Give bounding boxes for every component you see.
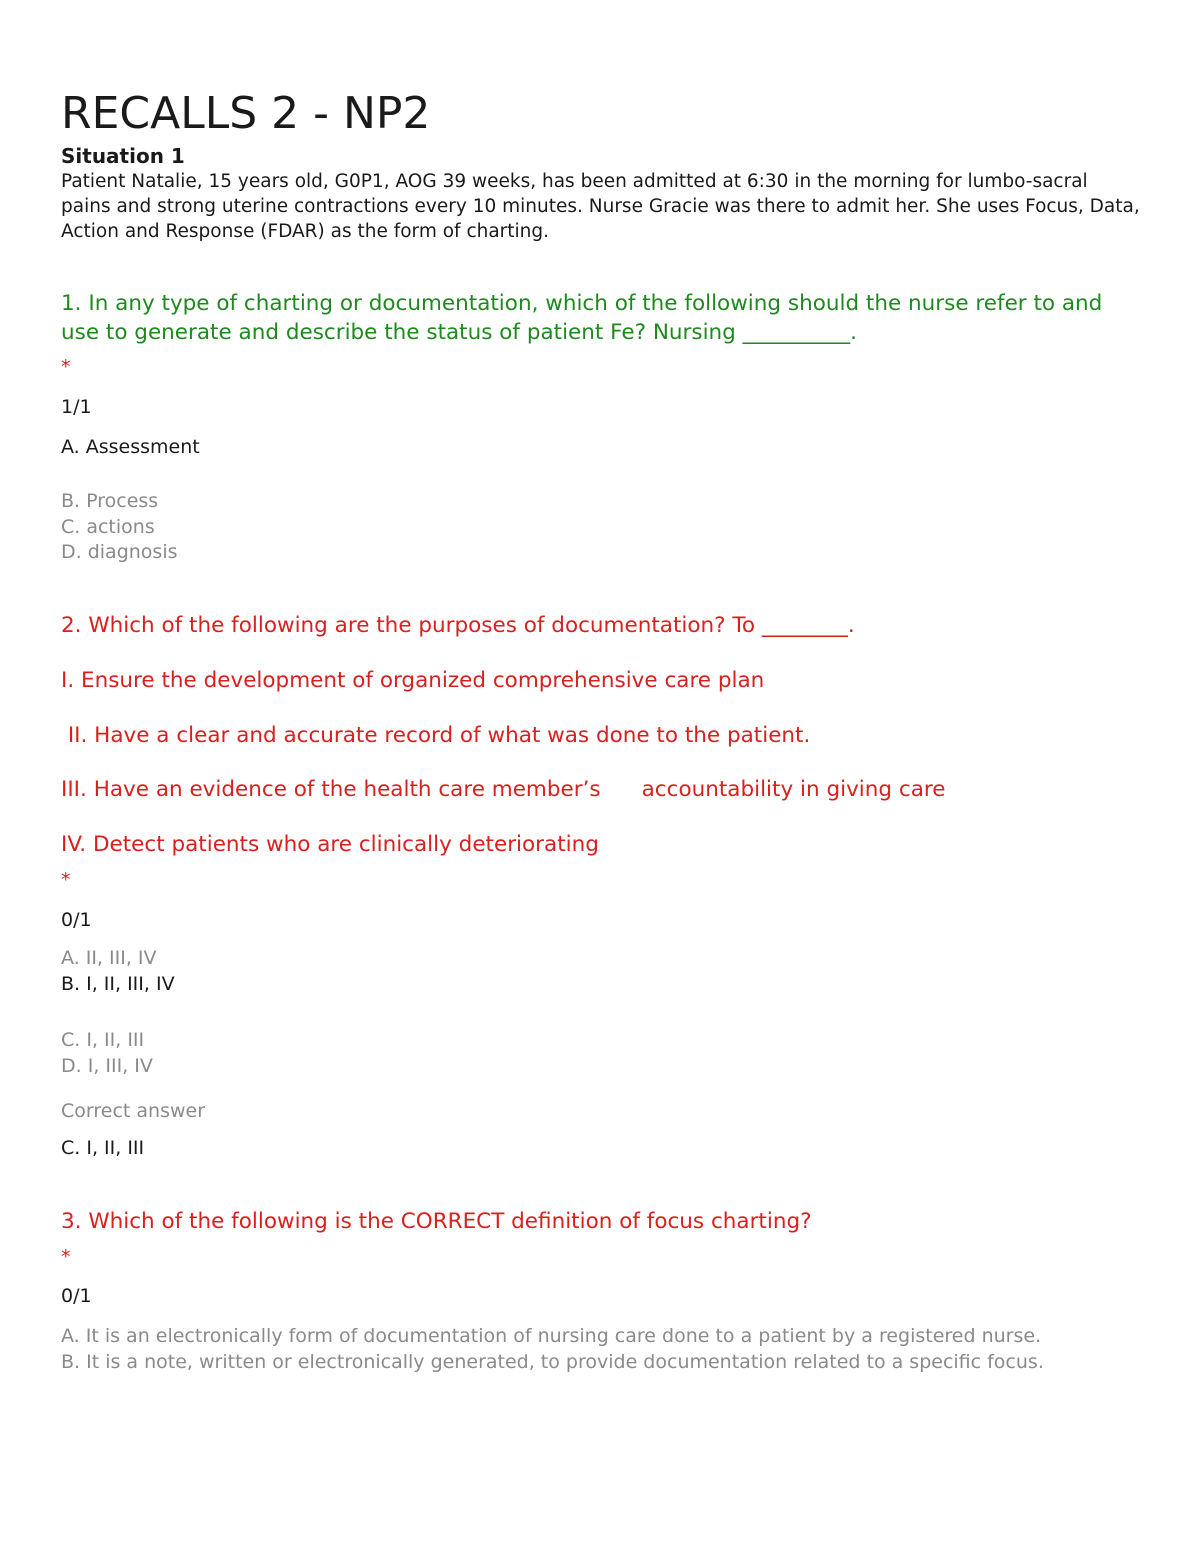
option: B. It is a note, written or electronically generated, to provide documentation related to a specific focus.	[61, 1350, 1044, 1373]
situation-text: Patient Natalie, 15 years old, G0P1, AOG 39 weeks, has been admitted at 6:30 in the morning for lumbo-sacral pains and strong uterine contractions every 10 minutes. Nurse Gracie was there to admit her. She uses Focus, Data, Action and Response (FDAR) as the form of charting.	[61, 171, 1140, 242]
required-asterisk: *	[61, 356, 71, 378]
correct-answer-label: Correct answer	[61, 1100, 206, 1122]
question-2-score: 0/1	[61, 909, 92, 931]
question-2: 2. Which of the following are the purposes of documentation? To ________.	[61, 613, 855, 638]
question-3: 3. Which of the following is the CORRECT definition of focus charting?	[61, 1209, 812, 1234]
option: A. II, III, IV	[61, 947, 157, 969]
situation-heading: Situation 1	[61, 144, 185, 168]
question-1-score: 1/1	[61, 396, 92, 418]
question-1-other-options	[61, 489, 1141, 566]
required-asterisk: *	[61, 1246, 71, 1268]
question-1: 1. In any type of charting or documentation, which of the following should the nurse refer to and use to generate and describe the status of patient Fe? Nursing __________.	[61, 291, 1103, 345]
question-2-statement-ii: II. Have a clear and accurate record of what was done to the patient.	[61, 723, 811, 748]
document-title: RECALLS 2 - NP2	[61, 88, 431, 139]
question-2-statement-iv: IV. Detect patients who are clinically deteriorating	[61, 832, 599, 857]
question-3-score: 0/1	[61, 1285, 92, 1307]
question-2-selected-option: B. I, II, III, IV	[61, 972, 175, 995]
option: C. actions	[61, 515, 155, 538]
option: C. I, II, III	[61, 1029, 145, 1051]
question-2-statement-iii: III. Have an evidence of the health care member’s accountability in giving care	[61, 777, 946, 802]
question-1-selected-option: A. Assessment	[61, 436, 200, 458]
question-2-options-bottom	[61, 1028, 1141, 1079]
correct-answer-value: C. I, II, III	[61, 1137, 145, 1159]
required-asterisk: *	[61, 869, 71, 891]
option: D. I, III, IV	[61, 1054, 153, 1077]
question-2-options-top	[61, 946, 1141, 997]
option: D. diagnosis	[61, 541, 178, 563]
option: A. It is an electronically form of documentation of nursing care done to a patient by a registered nurse.	[61, 1325, 1042, 1347]
option: B. Process	[61, 490, 159, 512]
question-3-options	[61, 1324, 1121, 1375]
question-2-statement-i: I. Ensure the development of organized comprehensive care plan	[61, 668, 765, 693]
